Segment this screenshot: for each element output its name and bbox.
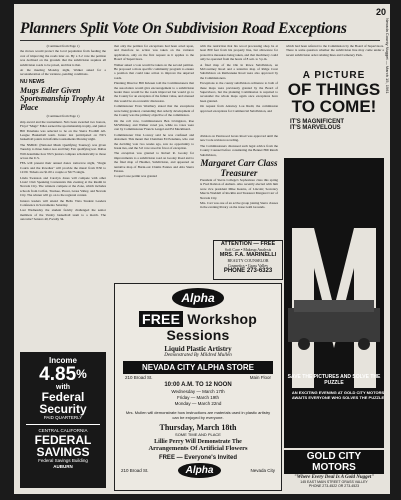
paragraph: ship award and the tournament. Nu's been awarded two honors, Floyd "Mugs" Edler earned the sportsmanship trophy, and junior Bill Penaluna was selected to be on the Sierra Foothill All-League Basketball team. Junior last participated on NU's basketball points in half-time tournaments Monday night. bbox=[20, 119, 106, 142]
article-headline: Mugs Edler Given Sportsmanship Trophy At Place bbox=[20, 85, 105, 112]
save-pictures: SAVE THE PICTURES AND SOLVE THE PUZZLE bbox=[287, 374, 381, 386]
ad-federal: Federal bbox=[41, 390, 85, 404]
ad-savings: SAVINGS bbox=[36, 445, 90, 459]
attn-brand: BEAUTY COUNSELOR bbox=[227, 258, 269, 263]
article-column-3 bbox=[200, 44, 278, 134]
side-metadata: Nevada County Nugget — March 15, 1961 bbox=[385, 18, 390, 94]
paragraph: The exception was granted to Robert R. Gooley for improvements to a subdivision road on Gooley Road and to the final map of Heather, Subdivision, and appeared on tentative map of Burnt-out Claims Estates and Alta Sierra Estates. bbox=[114, 151, 194, 173]
paragraph: At the meeting Monday night, Walker asked for a reconsideration of the variance, pending conditions. bbox=[20, 68, 106, 77]
motors-address: 145 EAST MAIN STREET GRASS VALLEY bbox=[300, 480, 368, 484]
session-dates: Wednesday — March 17th Friday — March 19th Monday — March 22nd bbox=[171, 389, 225, 406]
motors-slogan: "Where Every Deal Is A Gold Nugget" bbox=[293, 475, 375, 480]
teaser-line3: TO COME! bbox=[291, 97, 377, 116]
paragraph: that only the petition for exceptions had been acted upon, and therefore no action was taken on the variance application, only on the first request as it applies to the Board of Supervisors. bbox=[114, 44, 194, 62]
exciting-evening: AN EXCITING EVENING AT GOLD CITY MOTORS AWAITS EVERYONE WHO SOLVES THE PUZZLE bbox=[291, 390, 385, 400]
article-column-1 bbox=[20, 44, 106, 223]
attn-line2: Cosmetics • Grass Valley bbox=[227, 263, 269, 268]
article-headline: Margaret Carr Class Treasurer bbox=[200, 158, 278, 179]
demo-by: Demonstrated By Mildred Mullen bbox=[164, 353, 232, 358]
alpha-workshop-ad bbox=[114, 283, 282, 491]
ad-auburn: AUBURN bbox=[53, 464, 73, 469]
ad-building: Federal Savings Building bbox=[38, 458, 88, 463]
paragraph: Mrs. Carr was one of an active group joining Sierra classes in the evening library on the Jesse Galli Grounds. bbox=[200, 201, 278, 210]
ad-with: with bbox=[56, 384, 70, 391]
paragraph: Walker asked a vote would be taken on the second petition. He proposed a more specific community program to ensure a position that could take action to improve the unpaved roads. bbox=[114, 62, 194, 80]
paragraph: the moves would protect the local population from feeding the cost of improving the roads later on. By a 3-2 vote the petition was declined on the grounds that the subdivision requires all subdivision roads to be paved, and that is that. bbox=[20, 49, 106, 67]
paragraph: Cooper's use permit was granted bbox=[114, 174, 157, 179]
ad-security: Security bbox=[39, 402, 87, 416]
teaser-line1: A PICTURE bbox=[302, 70, 366, 81]
same-place: SOME TIME AND PLACE bbox=[175, 432, 221, 437]
paragraph: Linda Swanson and Carolyn Jones will compete with other Lions' Club Speaking Contestants this evening at the Realm in Nevada City. The winners compete at the Zone, which includes schools from Colfax, Truckee, Placer, Grass Valley, and Nevada City. The winner will go on to the regional contest. bbox=[20, 175, 106, 198]
teaser-line2: OF THINGS bbox=[287, 80, 381, 99]
ad-federal2: FEDERAL bbox=[34, 433, 92, 447]
paragraph: FFA will present their annual dance tomorrow night, "Jingle Courts and the Rowdies" will provide the music from 8:30 to 12:00. Tickets are $1.00 a couple or $0.75 single. bbox=[20, 161, 106, 175]
motors-name: GOLD CITY MOTORS bbox=[284, 450, 384, 474]
section-title: NU NEWS bbox=[20, 78, 45, 85]
headline: Planners Split Vote On Subdivision Road Exceptions bbox=[20, 20, 347, 37]
attn-phone: PHONE 273-6323 bbox=[223, 268, 273, 274]
paragraph: with the restriction that his wood processing shop be at least 800 feet from his property line, but allowance for protective measures being taken, and that machinery could only be operated from the hours of 8 a.m. to 5 p.m. bbox=[200, 44, 278, 62]
teaser-magnificent: IT'S MAGNIFICENT bbox=[290, 119, 345, 125]
paragraph: A final map of the Ole in Rowe Subdivision, an McCourtney Road and a tentative map of Ridge Crest Subdivision on Rattlesnake Road were also approved by the Commissioners. bbox=[200, 62, 278, 80]
picture-teaser bbox=[284, 70, 384, 148]
puzzle-picture bbox=[284, 158, 384, 448]
ad-central: CENTRAL CALIFORNIA bbox=[38, 428, 88, 433]
paragraph: Exceptions to the county subdivision ordinance to both of these maps were previously granted by the Board of Supervisors, but the planning Commission is required to reconsider the whole maps again once exceptions have been granted. bbox=[200, 81, 278, 103]
demo-note: Mrs. Mullen will demonstrate how instructions are materials used in plastic artistry can be enjoyed by everyone. bbox=[125, 410, 271, 420]
continued-note: (Continued from Page 1) bbox=[46, 114, 80, 119]
store-name: NEVADA CITY ALPHA STORE bbox=[123, 361, 273, 374]
alpha-logo-small: Alpha bbox=[178, 463, 222, 478]
paragraph: President of Sierra College's Sophomore class this spring is Fred Ralston of Auburn. Also recently elected with him were vice president Mike Kearns, of Lincoln; Secretary Marcia Waddell of Rocklin and Treasurer Margaret Carr of Nevada City. bbox=[200, 178, 278, 200]
federal-savings-ad bbox=[20, 352, 106, 488]
paragraph: Last Wednesday the student faculty challenged the senior members of the Varsity basketball team to a match. The outcome? Seniors 40, Faculty 34. bbox=[20, 208, 106, 222]
liquid-plastic: Liquid Plastic Artistry bbox=[164, 345, 232, 353]
paragraph: Commissioner Don Lowrey said he was confused and abstained. This meant that Chairman Ed Penaluna, who cast the deciding vote two weeks ago, saw no opportunity to break ties, and the 3-0 vote stood in favor of exception. bbox=[114, 132, 194, 150]
headline-rule bbox=[20, 40, 380, 41]
ad-divider bbox=[26, 424, 100, 425]
paragraph: The NMIOC (National Mush Qualifying Tourney) was given Tuesday to three Junior Ace and Duty Fair qualifying test. Dallas Will determine how NU's juniors compare scholastically to those across the U.S. bbox=[20, 142, 106, 160]
paragraph: Commissioner Evan Westbury stated that the exceptions were being granted, contending that orderly development of the County was the primary objective of the commission. bbox=[114, 104, 194, 118]
article-column-4 bbox=[200, 134, 278, 238]
ad-rate: 4.85% bbox=[39, 364, 87, 385]
lillie-perry: Lillie Perry Will Demonstrate The bbox=[154, 439, 242, 445]
flowers: Arrangements Of Artificial Flowers bbox=[148, 445, 248, 452]
paragraph: division on Pennwood Grass Road was approved until the new Code revision recording. bbox=[200, 134, 278, 143]
alpha-logo: Alpha bbox=[172, 288, 223, 308]
paragraph: which had been referred to the Commission by the Board of Supervisors. There is some question whether the subdivision line may come under a recent subdivision order relating lines and Cemetery Park. bbox=[286, 44, 384, 57]
store-address: 210 Broad St. Main Floor bbox=[125, 375, 271, 380]
ad-income: Income bbox=[48, 356, 77, 365]
article-column-5 bbox=[286, 44, 384, 66]
motors-footer bbox=[284, 450, 384, 488]
alpha-footer: 210 Broad St. Alpha Nevada City bbox=[121, 465, 275, 476]
attn-heading: ATTENTION — FREE bbox=[220, 241, 276, 247]
gold-city-motors-ad bbox=[284, 68, 384, 488]
session-time: 10:00 A.M. TO 12 NOON bbox=[164, 382, 232, 388]
car-silhouette-icon bbox=[284, 158, 384, 448]
page-number: 20 bbox=[375, 7, 386, 17]
ad-paid: PAID QUARTERLY bbox=[43, 415, 83, 420]
continued-note: (Continued from Page 1) bbox=[46, 44, 80, 48]
paragraph: Juniors leaders will attend the Bella Vista Student Leaders Conference in Sacramento Saturday. bbox=[20, 198, 106, 208]
teaser-marvelous: IT'S MARVELOUS bbox=[290, 125, 341, 131]
paragraph: Planning Director Bill Kriesen told the Commissioners that the association would give encouragement to a subdivision leader there would be the roads improved but would go to the County for an exception of the fullest value, and stressed this would be an economic discussion. bbox=[114, 81, 194, 103]
beauty-counselor-ad bbox=[213, 240, 283, 280]
paragraph: On request from Attorney Lou Rudd, the commission approved exceptions for Commercial Subdivision, and bbox=[200, 104, 278, 113]
motors-phone: PHONE 273-4522 OR 273-4523 bbox=[308, 484, 360, 488]
free-invited: FREE — Everyone's Invited bbox=[158, 455, 238, 461]
thursday-date: Thursday, March 18th bbox=[159, 423, 237, 432]
paragraph: On the roll vote, Commissioners Ben Livingston, Roe McWhinney, and Walker voted yes, while no votes were cast by Commissioner Francis Lengel and Ed Mecklinard. bbox=[114, 118, 194, 132]
paragraph: The Commissioners discussed such legal advice from the County Counsel before considering the Bennet Hill Ranch Subdivision, bbox=[200, 143, 278, 157]
attn-line1: Soft Care • Makeup Analysis bbox=[224, 247, 272, 252]
newspaper-page bbox=[14, 4, 390, 494]
free-workshop-title: FREE Workshop Sessions bbox=[115, 311, 281, 343]
article-column-2 bbox=[114, 44, 194, 280]
attn-name: MRS. F.A. MARINELLI bbox=[219, 252, 277, 258]
